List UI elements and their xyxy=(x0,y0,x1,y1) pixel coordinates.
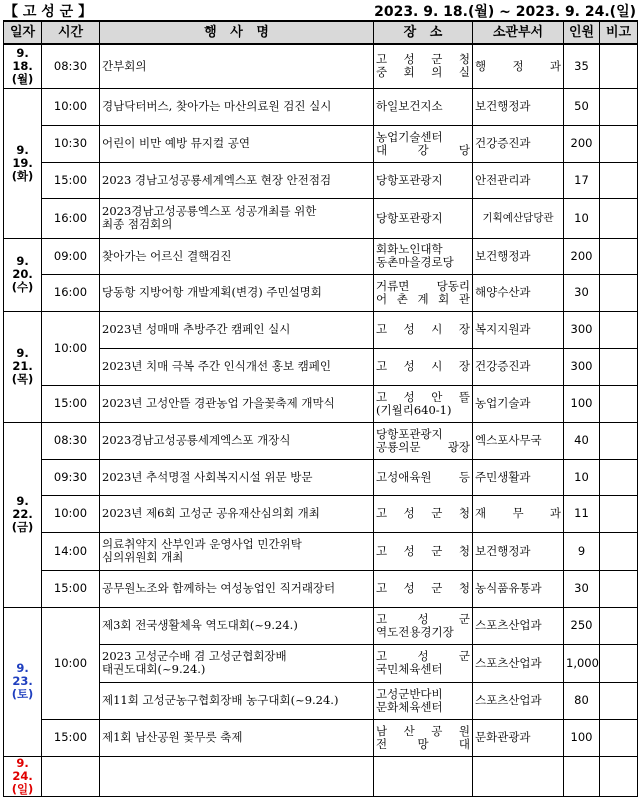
event-cell: 경남닥터버스, 찾아가는 마산의료원 검진 실시 xyxy=(100,88,374,125)
remark-cell xyxy=(600,682,638,719)
event-cell xyxy=(100,756,374,796)
table-row xyxy=(4,459,638,495)
count-cell xyxy=(564,756,600,796)
table-row xyxy=(4,311,638,348)
dept-cell: 농업기술과 xyxy=(473,385,564,422)
col-header-time: 시간 xyxy=(42,21,100,44)
count-cell: 10 xyxy=(564,198,600,238)
count-cell: 40 xyxy=(564,422,600,459)
date-cell: 9. 24. (일) xyxy=(4,756,42,796)
col-header-date: 일자 xyxy=(4,21,42,44)
remark-cell xyxy=(600,495,638,532)
dept-cell: 농식품유통과 xyxy=(473,570,564,607)
event-cell: 제3회 전국생활체육 역도대회(~9.24.) xyxy=(100,607,374,644)
dept-cell: 보건행정과 xyxy=(473,238,564,274)
dept-cell: 건강증진과 xyxy=(473,125,564,162)
place-cell: 남 산 공 원 전 망 대 xyxy=(374,719,473,756)
remark-cell xyxy=(600,385,638,422)
time-cell: 10:00 xyxy=(42,88,100,125)
place-cell: 회화노인대학 동촌마을경로당 xyxy=(374,238,473,274)
dept-cell: 스포츠산업과 xyxy=(473,644,564,682)
event-cell: 제1회 남산공원 꽃무릇 축제 xyxy=(100,719,374,756)
dept-cell: 스포츠산업과 xyxy=(473,682,564,719)
count-cell: 50 xyxy=(564,88,600,125)
dept-cell: 주민생활과 xyxy=(473,459,564,495)
time-cell: 10:00 xyxy=(42,311,100,385)
place-cell: 당항포관광지 xyxy=(374,162,473,198)
time-cell: 10:00 xyxy=(42,495,100,532)
table-row xyxy=(4,162,638,198)
count-cell: 35 xyxy=(564,44,600,88)
col-header-count: 인원 xyxy=(564,21,600,44)
time-cell xyxy=(42,756,100,796)
col-header-remark: 비고 xyxy=(600,21,638,44)
event-cell: 2023경남고성공룡엑스포 성공개최를 위한 최종 점검회의 xyxy=(100,198,374,238)
place-cell: 고 성 군 청 xyxy=(374,495,473,532)
count-cell: 10 xyxy=(564,459,600,495)
dept-cell xyxy=(473,756,564,796)
table-row xyxy=(4,348,638,385)
event-cell: 의료취약지 산부인과 운영사업 민간위탁 심의위원회 개최 xyxy=(100,532,374,570)
event-cell: 제11회 고성군농구협회장배 농구대회(~9.24.) xyxy=(100,682,374,719)
date-cell: 9. 20. (수) xyxy=(4,238,42,311)
remark-cell xyxy=(600,348,638,385)
table-row xyxy=(4,198,638,238)
time-cell: 15:00 xyxy=(42,162,100,198)
time-cell: 08:30 xyxy=(42,44,100,88)
count-cell: 30 xyxy=(564,274,600,311)
table-row xyxy=(4,238,638,274)
dept-cell: 문화관광과 xyxy=(473,719,564,756)
remark-cell xyxy=(600,274,638,311)
place-cell: 고성애육원 등 xyxy=(374,459,473,495)
period-range: 2023. 9. 18.(월) ~ 2023. 9. 24.(일) xyxy=(374,4,636,20)
remark-cell xyxy=(600,198,638,238)
table-row xyxy=(4,756,638,796)
time-cell: 15:00 xyxy=(42,570,100,607)
remark-cell xyxy=(600,459,638,495)
time-cell: 09:30 xyxy=(42,459,100,495)
time-cell: 14:00 xyxy=(42,532,100,570)
count-cell: 17 xyxy=(564,162,600,198)
table-row xyxy=(4,607,638,644)
place-cell: 고 성 군 청 중 회 의 실 xyxy=(374,44,473,88)
remark-cell xyxy=(600,44,638,88)
remark-cell xyxy=(600,238,638,274)
remark-cell xyxy=(600,570,638,607)
time-cell: 10:30 xyxy=(42,125,100,162)
date-cell: 9. 21. (목) xyxy=(4,311,42,422)
event-cell: 공무원노조와 함께하는 여성농업인 직거래장터 xyxy=(100,570,374,607)
remark-cell xyxy=(600,88,638,125)
table-row xyxy=(4,719,638,756)
table-row xyxy=(4,44,638,88)
place-cell: 하일보건지소 xyxy=(374,88,473,125)
event-cell: 당동항 지방어항 개발계획(변경) 주민설명회 xyxy=(100,274,374,311)
time-cell: 15:00 xyxy=(42,719,100,756)
dept-cell: 복지지원과 xyxy=(473,311,564,348)
count-cell: 1,000 xyxy=(564,644,600,682)
dept-cell: 행 정 과 xyxy=(473,44,564,88)
place-cell: 거류면 당동리 어 촌 계 회 관 xyxy=(374,274,473,311)
dept-cell: 안전관리과 xyxy=(473,162,564,198)
table-row xyxy=(4,125,638,162)
remark-cell xyxy=(600,125,638,162)
remark-cell xyxy=(600,422,638,459)
dept-cell: 재 무 과 xyxy=(473,495,564,532)
place-cell: 당항포관광지 공룡의문 광장 xyxy=(374,422,473,459)
table-row xyxy=(4,274,638,311)
time-cell: 16:00 xyxy=(42,198,100,238)
remark-cell xyxy=(600,162,638,198)
time-cell: 15:00 xyxy=(42,385,100,422)
event-cell: 2023 고성군수배 겸 고성군협회장배 태권도대회(~9.24.) xyxy=(100,644,374,682)
place-cell: 고 성 시 장 xyxy=(374,348,473,385)
event-cell: 2023년 고성안뜰 경관농업 가을꽃축제 개막식 xyxy=(100,385,374,422)
remark-cell xyxy=(600,532,638,570)
time-cell: 09:00 xyxy=(42,238,100,274)
time-cell: 08:30 xyxy=(42,422,100,459)
dept-cell: 스포츠산업과 xyxy=(473,607,564,644)
event-cell: 2023 경남고성공룡세계엑스포 현장 안전점검 xyxy=(100,162,374,198)
event-cell: 어린이 비만 예방 뮤지컬 공연 xyxy=(100,125,374,162)
place-cell: 고 성 안 뜰 (기월리640-1) xyxy=(374,385,473,422)
event-cell: 2023년 성매매 추방주간 캠페인 실시 xyxy=(100,311,374,348)
count-cell: 300 xyxy=(564,348,600,385)
table-row xyxy=(4,532,638,570)
table-header-row xyxy=(4,21,638,44)
col-header-event: 행 사 명 xyxy=(100,21,374,44)
report-header xyxy=(0,0,640,20)
count-cell: 80 xyxy=(564,682,600,719)
dept-cell: 엑스포사무국 xyxy=(473,422,564,459)
count-cell: 200 xyxy=(564,125,600,162)
count-cell: 100 xyxy=(564,719,600,756)
event-cell: 2023경남고성공룡세계엑스포 개장식 xyxy=(100,422,374,459)
count-cell: 11 xyxy=(564,495,600,532)
event-cell: 찾아가는 어르신 결핵검진 xyxy=(100,238,374,274)
col-header-place: 장 소 xyxy=(374,21,473,44)
event-cell: 2023년 제6회 고성군 공유재산심의회 개최 xyxy=(100,495,374,532)
dept-cell: 건강증진과 xyxy=(473,348,564,385)
table-row xyxy=(4,495,638,532)
place-cell: 당항포관광지 xyxy=(374,198,473,238)
count-cell: 30 xyxy=(564,570,600,607)
count-cell: 250 xyxy=(564,607,600,644)
schedule-table xyxy=(3,20,638,797)
remark-cell xyxy=(600,311,638,348)
time-cell: 16:00 xyxy=(42,274,100,311)
dept-cell: 보건행정과 xyxy=(473,532,564,570)
time-cell: 10:00 xyxy=(42,607,100,719)
table-row xyxy=(4,88,638,125)
table-row xyxy=(4,682,638,719)
col-header-dept: 소관부서 xyxy=(473,21,564,44)
count-cell: 100 xyxy=(564,385,600,422)
event-cell: 2023년 치매 극복 주간 인식개선 홍보 캠페인 xyxy=(100,348,374,385)
event-cell: 간부회의 xyxy=(100,44,374,88)
place-cell: 농업기술센터 대 강 당 xyxy=(374,125,473,162)
table-row xyxy=(4,385,638,422)
table-row xyxy=(4,422,638,459)
place-cell: 고 성 시 장 xyxy=(374,311,473,348)
dept-cell: 해양수산과 xyxy=(473,274,564,311)
dept-cell: 보건행정과 xyxy=(473,88,564,125)
remark-cell xyxy=(600,607,638,644)
place-cell: 고 성 군 역도전용경기장 xyxy=(374,607,473,644)
place-cell: 고 성 군 국민체육센터 xyxy=(374,644,473,682)
remark-cell xyxy=(600,644,638,682)
place-cell: 고 성 군 청 xyxy=(374,570,473,607)
event-cell: 2023년 추석명절 사회복지시설 위문 방문 xyxy=(100,459,374,495)
count-cell: 300 xyxy=(564,311,600,348)
table-row xyxy=(4,644,638,682)
table-row xyxy=(4,570,638,607)
remark-cell xyxy=(600,756,638,796)
place-cell: 고성군반다비 문화체육센터 xyxy=(374,682,473,719)
place-cell: 고 성 군 청 xyxy=(374,532,473,570)
date-cell: 9. 18. (월) xyxy=(4,44,42,88)
date-cell: 9. 23. (토) xyxy=(4,607,42,756)
date-cell: 9. 19. (화) xyxy=(4,88,42,238)
count-cell: 9 xyxy=(564,532,600,570)
remark-cell xyxy=(600,719,638,756)
region-title: 【 고 성 군 】 xyxy=(4,4,93,20)
date-cell: 9. 22. (금) xyxy=(4,422,42,607)
place-cell xyxy=(374,756,473,796)
count-cell: 200 xyxy=(564,238,600,274)
dept-cell: 기획예산담당관 xyxy=(473,198,564,238)
